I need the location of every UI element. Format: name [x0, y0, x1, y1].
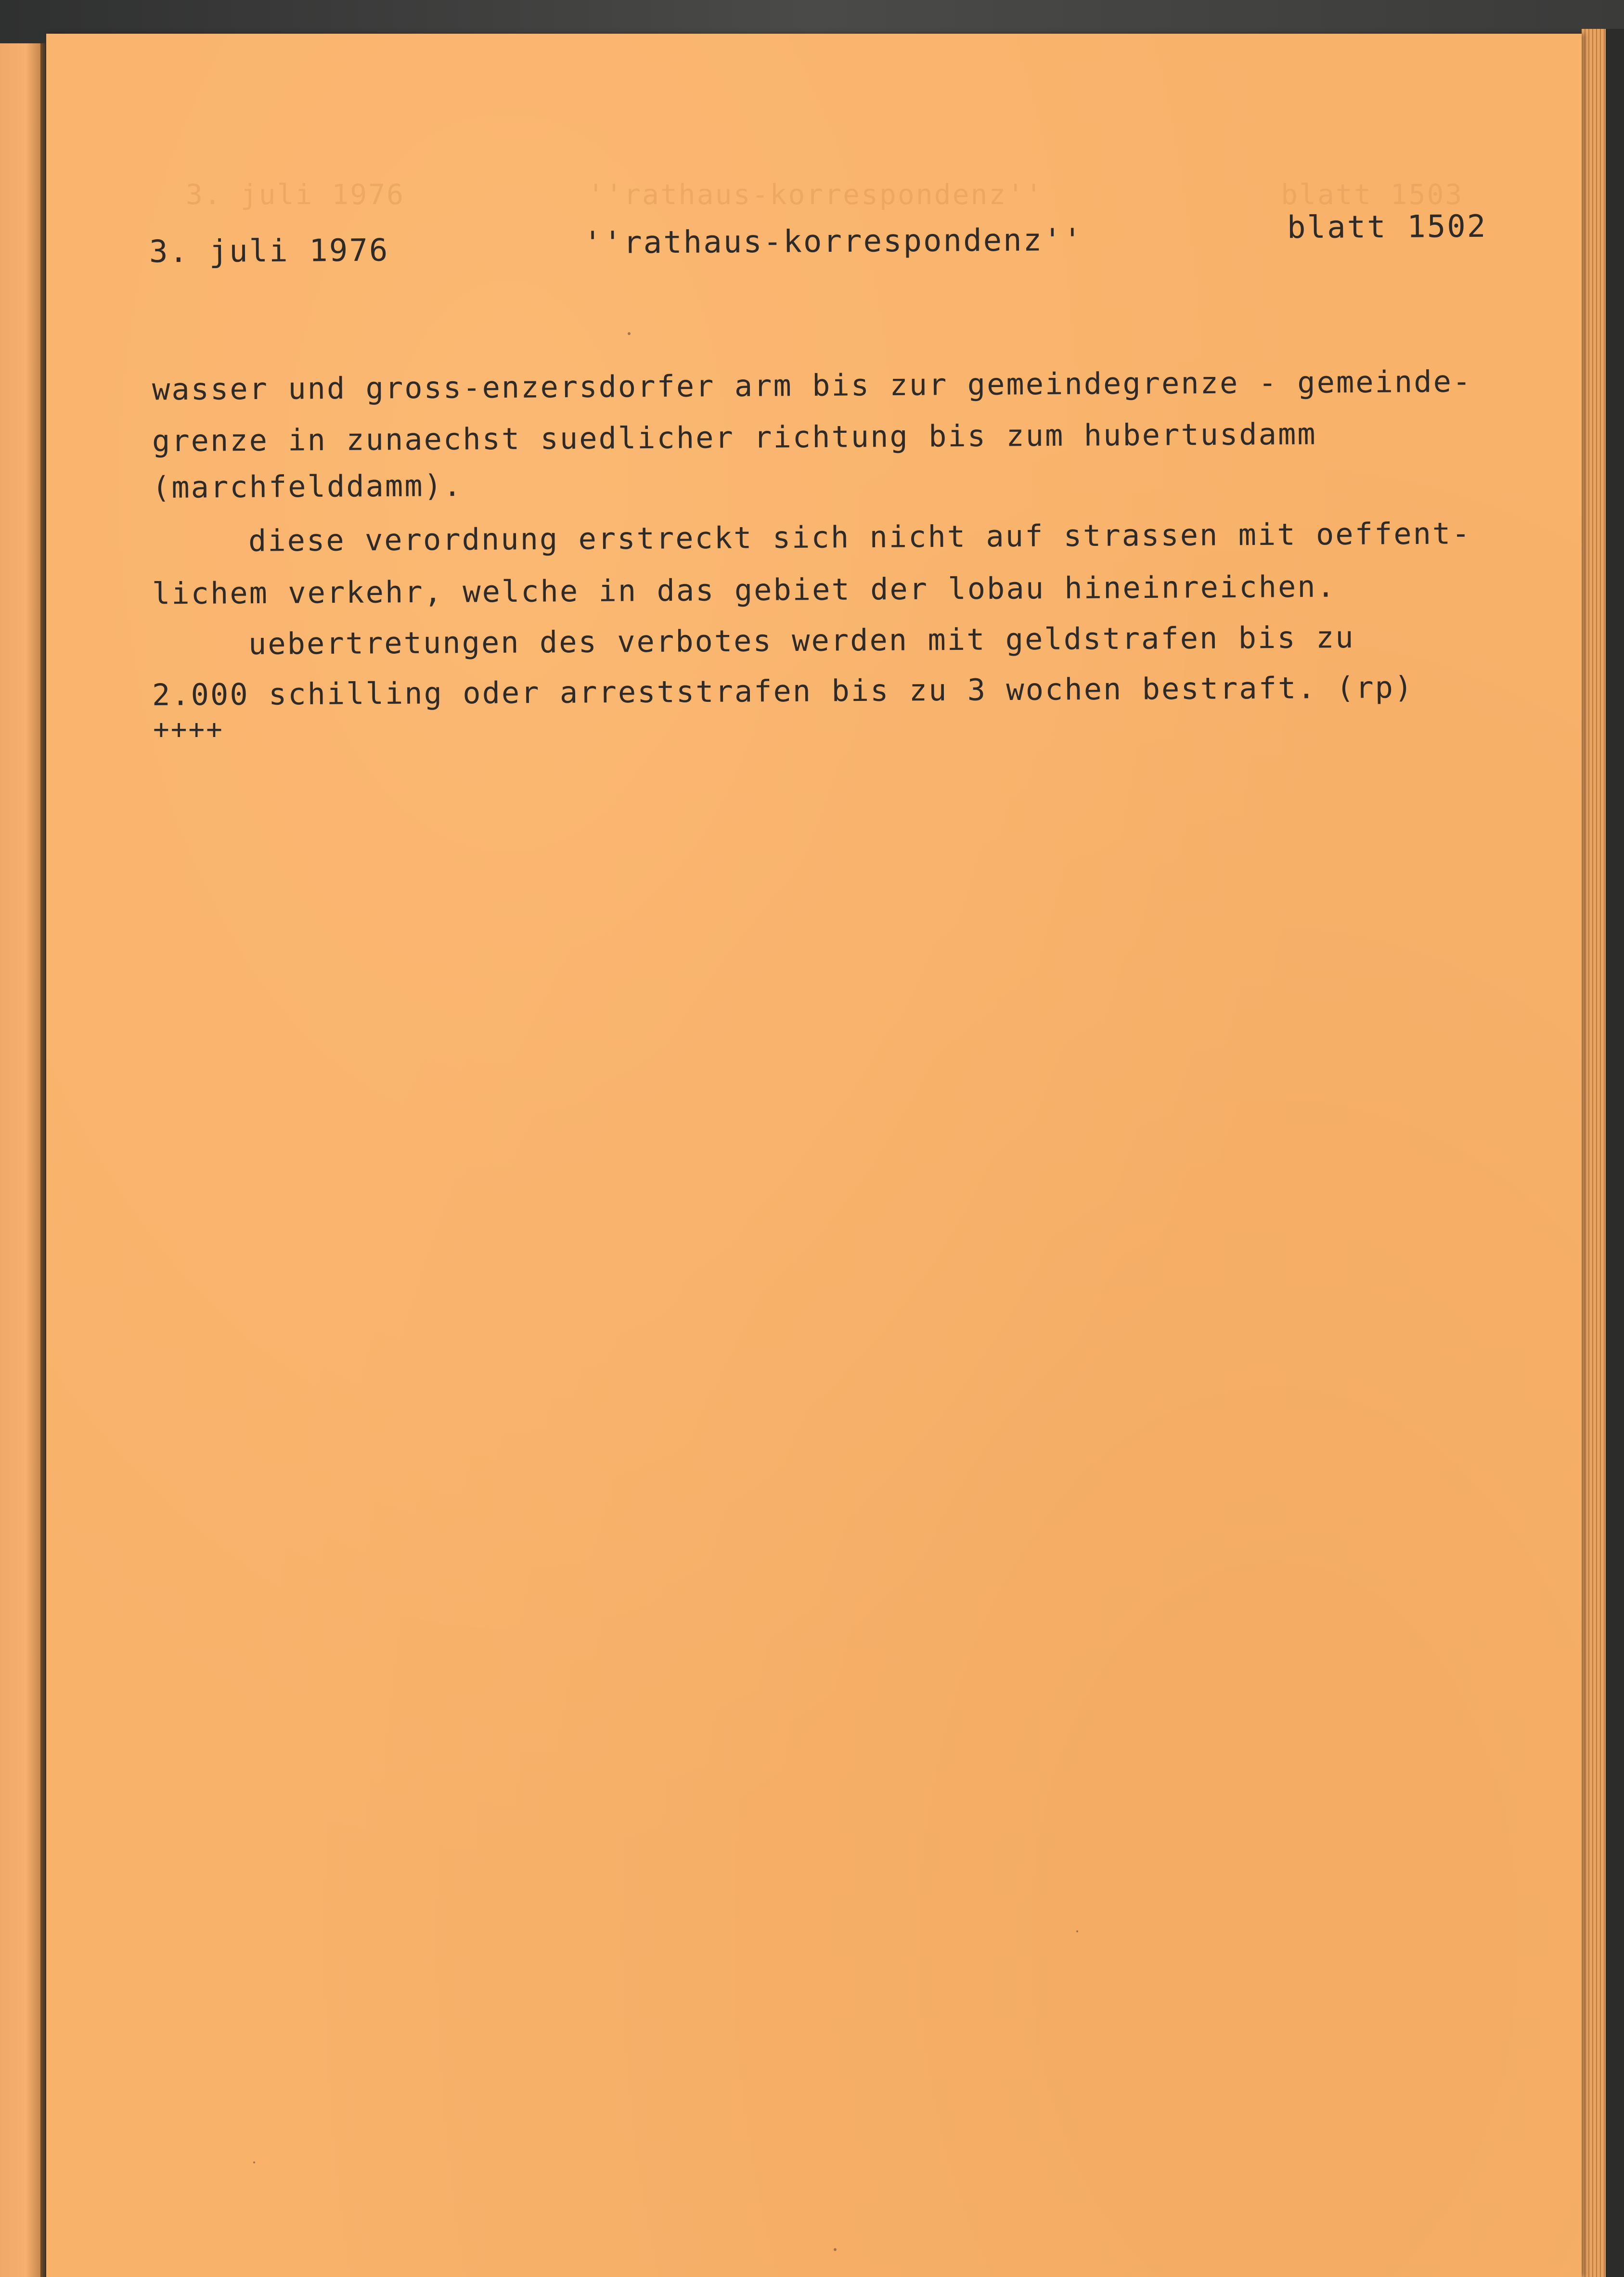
header-sheet-number: blatt 1502: [1287, 208, 1487, 246]
header-date: 3. juli 1976: [149, 233, 389, 270]
document-page: [46, 34, 1582, 2277]
page-stack-edge: [1582, 29, 1606, 2277]
paper-speck: [628, 332, 631, 335]
body-line-5: lichem verkehr, welche in das gebiet der lobau hineinreichen.: [152, 569, 1337, 611]
previous-page-edge: [0, 43, 43, 2277]
bleed-through-text: 3. juli 1976 ''rathaus-korrespondenz'' blatt 1503: [186, 178, 1464, 211]
body-line-7: 2.000 schilling oder arreststrafen bis zu 3 wochen bestraft. (rp): [152, 669, 1414, 713]
page-fold-shadow: [40, 43, 45, 2277]
paper-speck: [1076, 1930, 1078, 1932]
body-line-6: uebertretungen des verbotes werden mit geldstrafen bis zu: [248, 619, 1355, 662]
end-marker: ++++: [153, 714, 224, 745]
paper-speck: [253, 2161, 255, 2163]
paper-speck: [834, 2248, 837, 2251]
body-line-1: wasser und gross-enzersdorfer arm bis zur gemeindegrenze - gemeinde-: [152, 363, 1472, 407]
scanner-edge: [1606, 29, 1624, 2277]
header-publication: ''rathaus-korrespondenz'': [583, 222, 1083, 261]
body-line-3: (marchfelddamm).: [152, 468, 463, 505]
body-line-2: grenze in zunaechst suedlicher richtung bis zum hubertusdamm: [152, 416, 1317, 459]
body-line-4: diese verordnung erstreckt sich nicht auf strassen mit oeffent-: [248, 516, 1471, 558]
